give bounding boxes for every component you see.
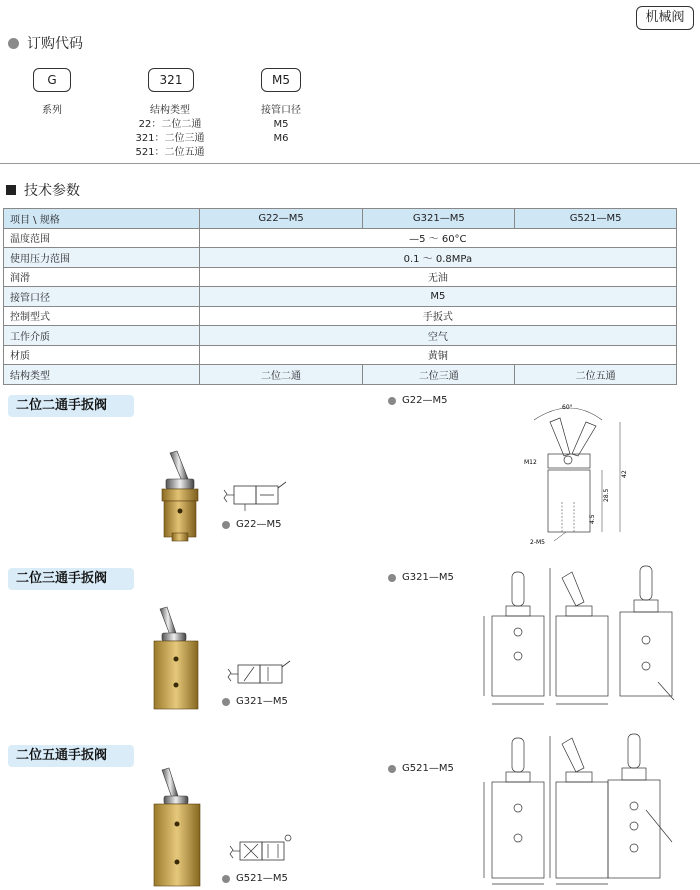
drawing-caption-text: G321—M5: [402, 572, 454, 583]
caption-dot-icon: [388, 574, 396, 582]
table-row: [4, 248, 677, 268]
symbol-5way: [228, 830, 298, 874]
bullet-square-icon: [6, 185, 16, 195]
bullet-dot-icon: [8, 38, 19, 49]
dim-d3: 4.5: [589, 514, 596, 524]
product-title-3way: 二位三通手扳阀: [8, 568, 134, 590]
caption-dot-icon: [222, 521, 230, 529]
row-value: 0.1 ～ 0.8MPa: [199, 248, 676, 268]
section-divider: [0, 163, 700, 164]
caption-dot-icon: [388, 397, 396, 405]
header-cell: 项目 \ 规格: [4, 209, 200, 229]
spec-table: [3, 208, 677, 385]
row-name: 结构类型: [4, 365, 200, 385]
row-name: 润滑: [4, 267, 200, 287]
row-name: 温度范围: [4, 228, 200, 248]
product-title-5way: 二位五通手扳阀: [8, 745, 134, 767]
dim-port: 2-M5: [530, 539, 545, 546]
table-row: [4, 228, 677, 248]
row-value: —5 ～ 60°C: [199, 228, 676, 248]
row-value: 手扳式: [199, 306, 676, 326]
valve-photo-5way: [148, 766, 218, 890]
dimension-drawing-3way: [478, 562, 678, 714]
dim-thread: M12: [524, 459, 537, 466]
code-label-structure: 结构类型 22：二位二通 321：二位三通 521：二位五通: [135, 105, 205, 158]
row-value: 空气: [199, 326, 676, 346]
row-name: 工作介质: [4, 326, 200, 346]
drawing-caption-text: G22—M5: [402, 395, 448, 406]
code-box-port: M5: [261, 68, 301, 92]
header-cell: G521—M5: [515, 209, 677, 229]
row-value: 二位三通: [363, 365, 515, 385]
photo-caption-2way: [222, 519, 281, 530]
table-row: [4, 365, 677, 385]
table-row: [4, 326, 677, 346]
row-name: 接管口径: [4, 287, 200, 307]
dim-d1: 28.5: [603, 488, 610, 502]
photo-caption-3way: [222, 696, 288, 707]
photo-caption-text: G22—M5: [236, 519, 282, 530]
caption-dot-icon: [388, 765, 396, 773]
row-name: 材质: [4, 345, 200, 365]
symbol-3way: [224, 655, 294, 697]
code-box-series: G: [33, 68, 71, 92]
header-cell: G22—M5: [199, 209, 363, 229]
caption-dot-icon: [222, 698, 230, 706]
row-value: 黄铜: [199, 345, 676, 365]
code-box-structure: 321: [148, 68, 194, 92]
symbol-2way: [220, 478, 290, 518]
code-label-series: 系列: [42, 105, 62, 116]
drawing-caption-2way: [388, 395, 447, 406]
drawing-caption-3way: [388, 572, 454, 583]
photo-caption-text: G521—M5: [236, 873, 288, 884]
row-value: M5: [199, 287, 676, 307]
table-row: [4, 287, 677, 307]
table-row: [4, 267, 677, 287]
drawing-caption-5way: [388, 763, 454, 774]
order-code-title: 订购代码: [27, 36, 83, 52]
caption-dot-icon: [222, 875, 230, 883]
dim-angle: 60°: [562, 404, 573, 411]
row-name: 控制型式: [4, 306, 200, 326]
row-value: 无油: [199, 267, 676, 287]
tech-params-title: 技术参数: [24, 183, 80, 199]
table-row: [4, 306, 677, 326]
photo-caption-5way: [222, 873, 288, 884]
category-badge: 机械阀: [636, 6, 694, 30]
dimension-drawing-2way: [520, 398, 640, 548]
dim-d2: 42: [621, 470, 628, 478]
photo-caption-text: G321—M5: [236, 696, 288, 707]
header-cell: G321—M5: [363, 209, 515, 229]
code-label-port: 接管口径 M5 M6: [261, 105, 301, 144]
row-value: 二位五通: [515, 365, 677, 385]
table-row: [4, 345, 677, 365]
valve-photo-2way: [148, 445, 218, 545]
spec-table-header: [4, 209, 677, 229]
row-name: 使用压力范围: [4, 248, 200, 268]
dimension-drawing-5way: [478, 730, 678, 888]
product-title-2way: 二位二通手扳阀: [8, 395, 134, 417]
order-code-heading: [8, 33, 83, 53]
row-value: 二位二通: [199, 365, 363, 385]
drawing-caption-text: G521—M5: [402, 763, 454, 774]
valve-photo-3way: [148, 605, 218, 715]
tech-params-heading: [6, 180, 80, 200]
